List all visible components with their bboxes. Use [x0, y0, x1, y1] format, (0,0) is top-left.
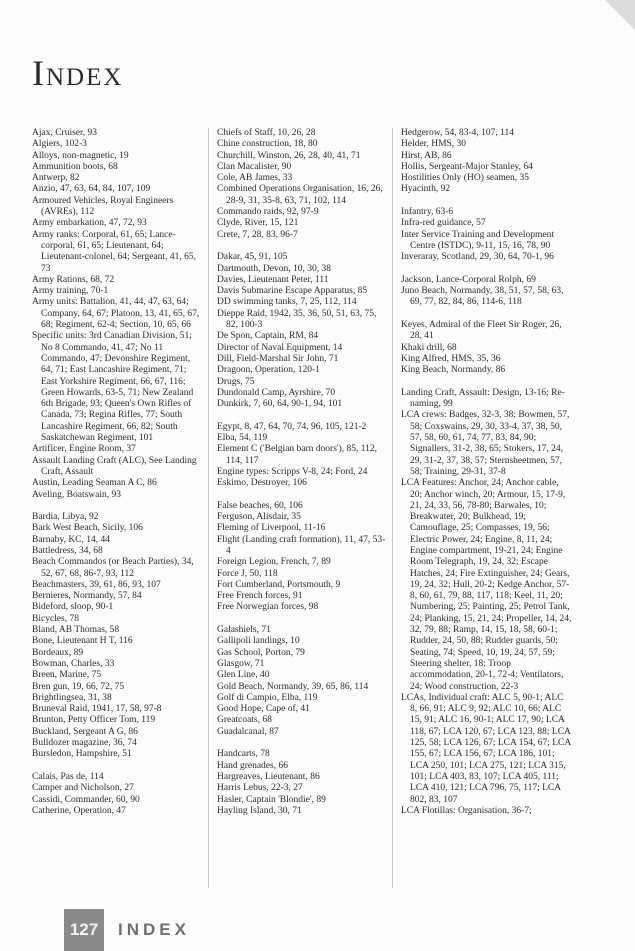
index-entry: Dill, Field-Marshal Sir John, 71: [217, 353, 339, 364]
index-entry: Artificer, Engine Room, 37: [32, 444, 136, 455]
index-entry: Ferguson, Alisdair, 35: [217, 512, 301, 523]
index-entry: Landing Craft, Assault: Design, 13-16; Re-naming, 99: [401, 387, 565, 410]
index-entry: Bideford, sloop, 90-1: [32, 602, 114, 613]
index-entry: DD swimming tanks, 7, 25, 112, 114: [217, 297, 357, 308]
index-entry: Camper and Nicholson, 27: [32, 783, 134, 794]
index-column-1: [32, 128, 204, 817]
index-entry: Bruneval Raid, 1941, 17, 58, 97-8: [32, 704, 162, 715]
index-entry: Bursledon, Hampshire, 51: [32, 749, 132, 760]
index-entry: Gold Beach, Normandy, 39, 65, 86, 114: [217, 681, 369, 692]
index-entry: Galashiels, 71: [217, 625, 271, 636]
index-entry: Austin, Leading Seaman A C, 86: [32, 478, 157, 489]
index-entry: Eskimo, Destroyer, 106: [217, 478, 307, 489]
index-entry: LCA Features: Anchor, 24; Anchor cable, 20; Anchor winch, 20; Armour, 15, 17-9, 21, 24, 33, 56, 78-80; Barwales, 10; Breakwater, 20; Bulkhead, 19; Camouflage, 25; Compasses, 19, 56; Electric Power, 24; Engine, 8, 11, 24; Engine compartment, 19-21, 24; Engine Room Telegraph, 19, 24, 32; Escape Hatches, 24; Fire Extinguisher, 24; Gears, 19, 24, 32; Hull, 20-2; Kedge Anchor, 57-8, 60, 61, 79, 88, 117, 118; Keel, 11, 20; Numbering, 25; Painting, 25; Petrol Tank, 24; Planking, 15, 21, 24; Propeller, 14, 24, 32, 79, 88; Ramp, 14, 15, 18, 58, 60-1; Rudder, 24, 50, 88; Rudder guards, 50; Seating, 74; Speed, 10, 19, 24, 57, 59; Steering shelter, 18; Troop accommodation, 20-1, 72-4; Ventilators, 24; Wood construction, 22-3: [401, 478, 572, 692]
index-entry: Buckland, Sergeant A G, 86: [32, 726, 138, 737]
index-entry: Ammunition boots, 68: [32, 161, 118, 172]
index-entry: Beach Commandos (or Beach Parties), 34, 52, 67, 68, 86-7, 93, 112: [32, 557, 194, 579]
index-entry: Bone, Lieutenant H T, 116: [32, 636, 133, 647]
index-column-3: [401, 128, 573, 817]
index-entry: Clan Macalister, 90: [217, 161, 292, 172]
index-entry: Chine construction, 18, 80: [217, 139, 318, 150]
index-entry: Davies, Lieutenant Peter, 111: [217, 274, 329, 285]
footer-section-title: INDEX: [118, 920, 190, 939]
index-entry: Infra-red guidance, 57: [401, 218, 486, 229]
column-divider: [208, 128, 209, 888]
index-entry: Flight (Landing craft formation), 11, 47, 53-4: [217, 534, 386, 556]
index-entry: Brightlingsea, 31, 38: [32, 692, 112, 703]
index-entry: Ajax, Cruiser, 93: [32, 128, 98, 138]
index-entry: Golf di Campio, Elba, 119: [217, 692, 318, 703]
index-entry: Army training, 70-1: [32, 286, 109, 297]
index-entry: Battledress, 34, 68: [32, 545, 103, 556]
index-entry: Drugs, 75: [217, 376, 255, 387]
index-entry: Gas School, Porton, 79: [217, 647, 305, 658]
index-entry: Algiers, 102-3: [32, 139, 87, 150]
index-entry: Foreign Legion, French, 7, 89: [217, 557, 331, 568]
index-entry: Cassidi, Commander, 60, 90: [32, 794, 140, 805]
index-entry: Hirst, AB, 86: [401, 150, 452, 161]
index-entry: Bark West Beach, Sicily, 106: [32, 523, 143, 534]
index-entry: Hand grenades, 66: [217, 760, 288, 771]
index-entry: Hargreaves, Lieutenant, 86: [217, 771, 320, 782]
index-entry: Specific units: 3rd Canadian Division, 51; No 8 Commando, 41, 47; No 11 Commando, 47; Devonshire Regiment, 64, 71; East Lancashire Regiment, 71; East Yorkshire Regiment, 66, 67, 116; Green Howards, 63-5, 71; New Zealand 6th Brigade, 93; Queen's Own Rifles of Canada, 73; Regina Rifles, 77; South Lancashire Regiment, 66, 82; South Saskatchewan Regiment, 101: [32, 331, 194, 444]
index-entry: Army embarkation, 47, 72, 93: [32, 218, 147, 229]
index-entry: Beachmasters, 39, 61, 86, 93, 107: [32, 579, 161, 590]
index-entry: King Alfred, HMS, 35, 36: [401, 353, 501, 364]
index-entry: Dakar, 45, 91, 105: [217, 252, 288, 263]
index-entry: Anzio, 47, 63, 64, 84, 107, 109: [32, 184, 151, 195]
index-entry: Director of Naval Equipment, 14: [217, 342, 343, 353]
index-entry: Breen, Marine, 75: [32, 670, 102, 681]
index-entry: Catherine, Operation, 47: [32, 805, 126, 816]
index-entry: Calais, Pas de, 114: [32, 771, 104, 782]
index-entry: Bicycles, 78: [32, 613, 79, 624]
index-entry: De Spon, Captain, RM, 84: [217, 331, 319, 342]
index-entry: Inter Service Training and Development Centre (ISTDC), 9-11, 15, 16, 78, 90: [401, 229, 555, 251]
index-entry: Bowman, Charles, 33: [32, 658, 115, 669]
index-entry: Engine types: Scripps V-8, 24; Ford, 24: [217, 466, 368, 477]
index-entry: LCA crews: Badges, 32-3, 38; Bowmen, 57, 58; Coxswains, 29, 30, 33-4, 37, 38, 50, 57, 58, 60, 61, 74, 77, 83, 84, 90; Signallers, 31-2, 38, 65; Stokers, 17, 24, 29, 31-2, 37, 38, 57; Sternsheetmen, 57, 58; Training, 29-31, 37-8: [401, 410, 570, 477]
index-entry: Juno Beach, Normandy, 38, 51, 57, 58, 63, 69, 77, 82, 84, 86, 114-6, 118: [401, 286, 564, 308]
index-entry: Davis Submarine Escape Apparatus, 85: [217, 286, 368, 297]
index-entry: Jackson, Lance-Corporal Rolph, 69: [401, 274, 536, 285]
index-entry: Armoured Vehicles, Royal Engineers (AVREs), 112: [32, 195, 174, 218]
index-entry: Bardia, Libya, 92: [32, 512, 99, 523]
index-entry: Hayling Island, 30, 71: [217, 805, 302, 816]
index-entry: Barnaby, KC, 14, 44: [32, 534, 111, 545]
index-entry: Combined Operations Organisation, 16, 26, 28-9, 31, 35-8, 63, 71, 102, 114: [217, 184, 383, 206]
index-entry: Army units: Battalion, 41, 44, 47, 63, 64; Company, 64, 67; Platoon, 13, 41, 65, 67, 68; Regiment, 62-4; Section, 10, 65, 66: [32, 297, 200, 331]
index-entry: Helder, HMS, 30: [401, 139, 467, 150]
index-entry: Hollis, Sergeant-Major Stanley, 64: [401, 161, 533, 172]
index-entry: King Beach, Normandy, 86: [401, 365, 506, 376]
index-entry: Bordeaux, 89: [32, 647, 84, 658]
index-entry: Dunkirk, 7, 60, 64, 90-1, 94, 101: [217, 399, 343, 410]
index-entry: Clyde, River, 15, 121: [217, 218, 299, 229]
index-entry: Aveling, Boatswain, 93: [32, 489, 122, 500]
index-entry: False beaches, 60, 106: [217, 500, 303, 511]
index-entry: Dundonald Camp, Ayrshire, 70: [217, 387, 336, 398]
index-entry: Dartmouth, Devon, 10, 30, 38: [217, 263, 331, 274]
index-entry: LCAs, Individual craft: ALC 5, 90-1; ALC 8, 66, 91; ALC 9, 92; ALC 10, 66; ALC 15, 91; ALC 16, 90-1; ALC 17, 90; LCA 118, 67; LCA 120, 67; LCA 123, 88; LCA 125, 58; LCA 126, 67; LCA 154, 67; LCA 155, 67; LCA 156, 67; LCA 186, 101; LCA 250, 101; LCA 275, 121; LCA 315, 101; LCA 403, 83, 107; LCA 405, 111; LCA 410, 121; LCA 796, 75, 117; LCA 802, 83, 107: [401, 692, 571, 805]
index-entry: Glasgow, 71: [217, 658, 265, 669]
index-entry: Hyacinth, 92: [401, 184, 451, 195]
index-entry: Element C ('Belgian barn doors'), 85, 112, 114, 117: [217, 444, 378, 466]
index-entry: Hostilities Only (HO) seamen, 35: [401, 173, 529, 184]
index-entry: Free Norwegian forces, 98: [217, 602, 319, 613]
index-entry: Cole, AB James, 33: [217, 173, 293, 184]
index-entry: Glen Line, 40: [217, 670, 270, 681]
index-entry: Bernieres, Normandy, 57, 84: [32, 591, 142, 602]
column-divider: [392, 128, 393, 888]
index-entry: Elba, 54, 119: [217, 433, 268, 444]
index-entry: Churchill, Winston, 26, 28, 40, 41, 71: [217, 150, 361, 161]
index-entry: LCA Flotillas: Organisation, 36-7;: [401, 805, 532, 816]
index-entry: Egypt, 8, 47, 64, 70, 74, 96, 105, 121-2: [217, 421, 367, 432]
index-entry: Handcarts, 78: [217, 749, 270, 760]
page-footer: [0, 909, 635, 951]
index-entry: Assault Landing Craft (ALC), See Landing Craft, Assault: [32, 455, 197, 477]
index-entry: Brunton, Petty Officer Tom, 119: [32, 715, 156, 726]
index-entry: Harris Lebus, 22-3, 27: [217, 783, 303, 794]
index-entry: Dieppe Raid, 1942, 35, 36, 50, 51, 63, 75, 82, 100-3: [217, 308, 377, 331]
index-entry: Army ranks: Corporal, 61, 65; Lance-corporal, 61, 65; Lieutenant, 64; Lieutenant-colonel, 64; Sergeant, 41, 65, 73: [32, 229, 196, 274]
index-entry: Fort Cumberland, Portsmouth, 9: [217, 579, 341, 590]
index-column-2: [217, 128, 389, 817]
index-entry: Inveraray, Scotland, 29, 30, 64, 70-1, 96: [401, 252, 554, 263]
page-corner: [605, 0, 635, 30]
index-entry: Chiefs of Staff, 10, 26, 28: [217, 128, 316, 138]
index-entry: Alloys, non-magnetic, 19: [32, 150, 129, 161]
index-entry: Commando raids, 92, 97-9: [217, 207, 319, 218]
index-entry: Good Hope, Cape of, 41: [217, 704, 310, 715]
page-title: Index: [32, 53, 124, 93]
index-entry: Greatcoats, 68: [217, 715, 272, 726]
index-entry: Khaki drill, 68: [401, 342, 457, 353]
index-entry: Fleming of Liverpool, 11-16: [217, 523, 326, 534]
index-entry: Gallipoli landings, 10: [217, 636, 300, 647]
index-entry: Hedgerow, 54, 83-4, 107, 114: [401, 128, 515, 138]
index-entry: Bren gun, 19, 66, 72, 75: [32, 681, 125, 692]
index-entry: Hasler, Captain 'Blondie', 89: [217, 794, 326, 805]
index-entry: Force J, 50, 118: [217, 568, 278, 579]
index-entry: Infantry, 63-6: [401, 207, 454, 218]
index-entry: Guadalcanal, 87: [217, 726, 279, 737]
index-entry: Antwerp, 82: [32, 173, 80, 184]
index-entry: Keyes, Admiral of the Fleet Sir Roger, 26, 28, 41: [401, 320, 562, 342]
index-entry: Bulldozer magazine, 36, 74: [32, 738, 137, 749]
index-entry: Bland, AB Thomas, 58: [32, 625, 120, 636]
index-entry: Army Rations, 68, 72: [32, 274, 115, 285]
index-entry: Dragoon, Operation, 120-1: [217, 365, 320, 376]
page-number: 127: [64, 909, 104, 951]
index-entry: Free French forces, 91: [217, 591, 303, 602]
index-entry: Crete, 7, 28, 83, 96-7: [217, 229, 298, 240]
